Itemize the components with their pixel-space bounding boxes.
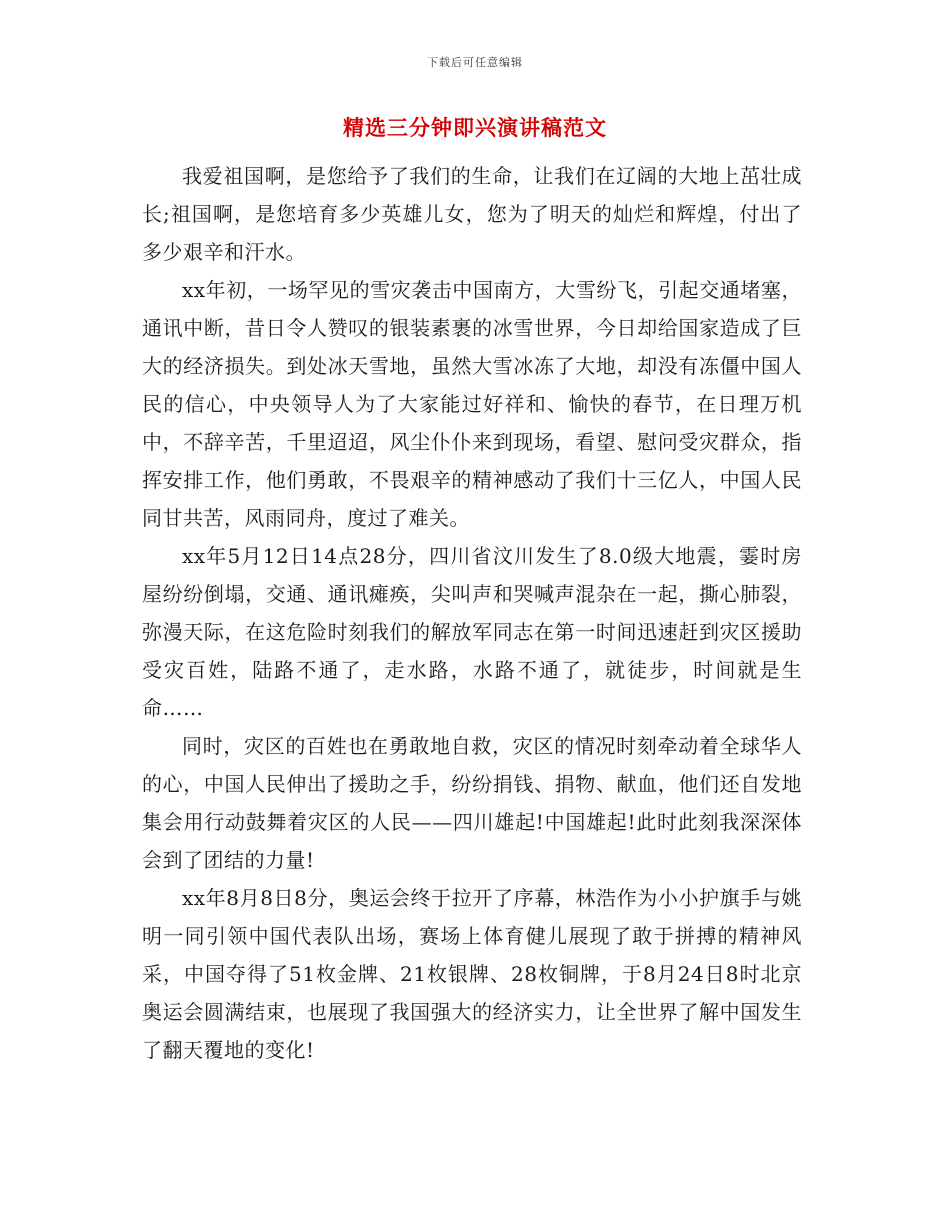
paragraph-1: 我爱祖国啊，是您给予了我们的生命，让我们在辽阔的大地上茁壮成长;祖国啊，是您培育多少英雄儿女，您为了明天的灿烂和辉煌，付出了多少艰辛和汗水。 bbox=[142, 164, 802, 264]
paragraph-3: xx年5月12日14点28分，四川省汶川发生了8.0级大地震，霎时房屋纷纷倒塌，交通、通讯瘫痪，尖叫声和哭喊声混杂在一起，撕心肺裂，弥漫天际，在这危险时刻我们的解放军同志在第一时间迅速赶到灾区援助受灾百姓，陆路不通了，走水路，水路不通了，就徒步，时间就是生命…… bbox=[142, 544, 802, 720]
document-title: 精选三分钟即兴演讲稿范文 bbox=[343, 115, 607, 140]
paragraph-5: xx年8月8日8分，奥运会终于拉开了序幕，林浩作为小小护旗手与姚明一同引领中国代表队出场，赛场上体育健儿展现了敢于拼搏的精神风采，中国夺得了51枚金牌、21枚银牌、28枚铜牌，于8月24日8时北京奥运会圆满结束，也展现了我国强大的经济实力，让全世界了解中国发生了翻天覆地的变化! bbox=[142, 886, 802, 1062]
paragraph-2: xx年初，一场罕见的雪灾袭击中国南方，大雪纷飞，引起交通堵塞，通讯中断，昔日令人赞叹的银装素裹的冰雪世界，今日却给国家造成了巨大的经济损失。到处冰天雪地，虽然大雪冰冻了大地，却没有冻僵中国人民的信心，中央领导人为了大家能过好祥和、愉快的春节，在日理万机中，不辞辛苦，千里迢迢，风尘仆仆来到现场，看望、慰问受灾群众，指挥安排工作，他们勇敢，不畏艰辛的精神感动了我们十三亿人，中国人民同甘共苦，风雨同舟，度过了难关。 bbox=[142, 278, 802, 530]
document-body bbox=[142, 157, 802, 1069]
paragraph-4: 同时，灾区的百姓也在勇敢地自救，灾区的情况时刻牵动着全球华人的心，中国人民伸出了援助之手，纷纷捐钱、捐物、献血，他们还自发地集会用行动鼓舞着灾区的人民——四川雄起!中国雄起!此时此刻我深深体会到了团结的力量! bbox=[142, 734, 802, 872]
header-note: 下载后可任意编辑 bbox=[427, 56, 523, 69]
